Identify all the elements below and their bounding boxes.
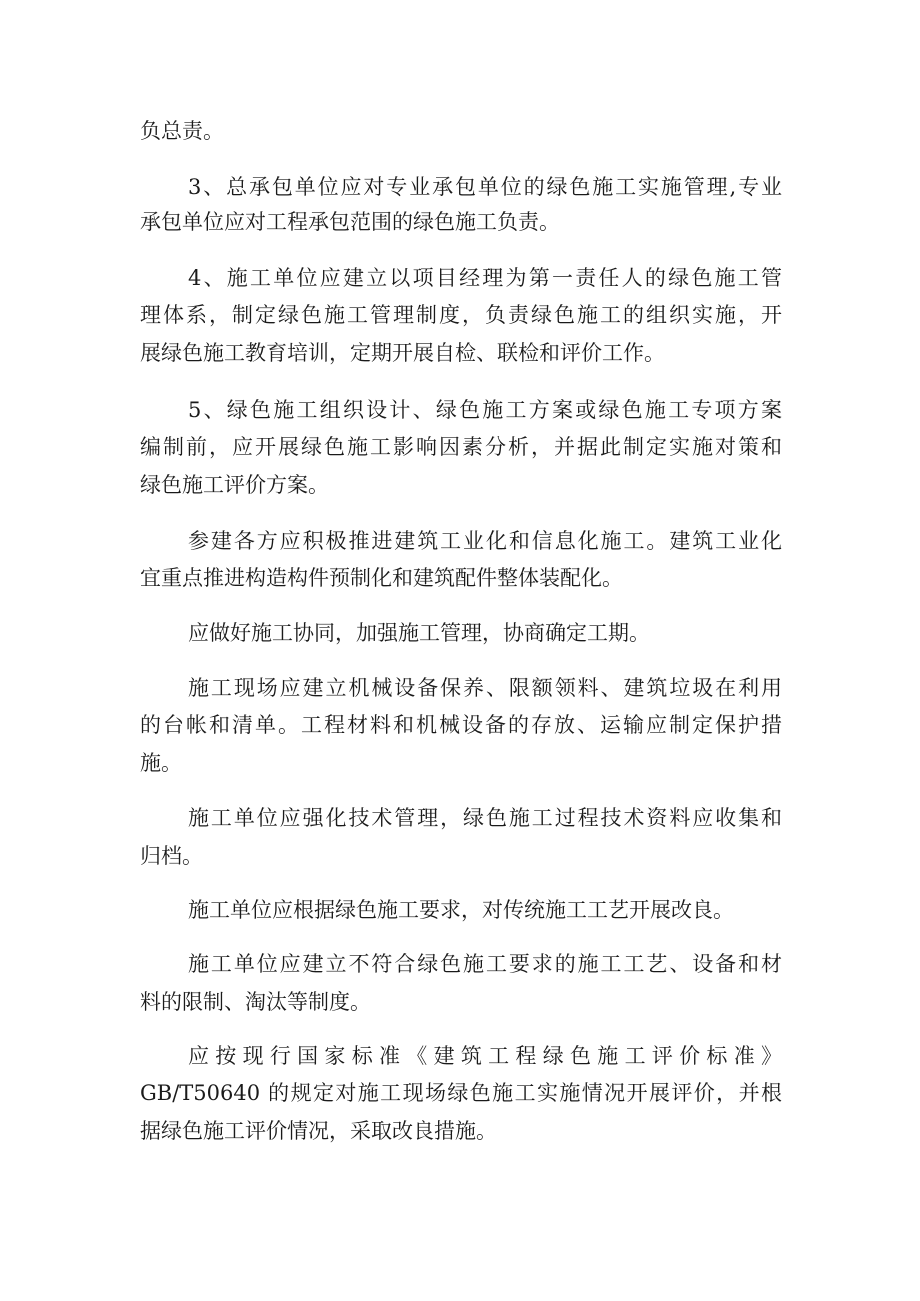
text-line: 的台帐和清单。工程材料和机械设备的存放、运输应制定保护措 [140,713,782,737]
text-line: 5、绿色施工组织设计、绿色施工方案或绿色施工专项方案 [188,398,782,422]
text-line: 归档。 [140,844,203,868]
text-line: 承包单位应对工程承包范围的绿色施工负责。 [140,210,560,234]
text-line: 理体系，制定绿色施工管理制度，负责绿色施工的组织实施，开 [140,303,782,327]
text-line: 绿色施工评价方案。 [140,473,329,497]
text-line: 宜重点推进构造构件预制化和建筑配件整体装配化。 [140,566,623,590]
text-line: GB/T50640 的规定对施工现场绿色施工实施情况开展评价，并根 [140,1081,782,1105]
text-line: 负总责。 [140,119,224,143]
text-line: 施工单位应强化技术管理，绿色施工过程技术资料应收集和 [188,806,782,830]
text-line: 施工单位应建立不符合绿色施工要求的施工工艺、设备和材 [188,952,782,976]
text-line: 应做好施工协同，加强施工管理，协商确定工期。 [188,621,650,645]
text-line: 施工现场应建立机械设备保养、限额领料、建筑垃圾在利用 [188,676,782,700]
text-line: 应按现行国家标准《建筑工程绿色施工评价标准》 [188,1044,782,1068]
text-line: 施工单位应根据绿色施工要求，对传统施工工艺开展改良。 [188,898,734,922]
text-line: 料的限制、淘汰等制度。 [140,990,371,1014]
text-line: 展绿色施工教育培训，定期开展自检、联检和评价工作。 [140,341,665,365]
text-line: 编制前，应开展绿色施工影响因素分析，并据此制定实施对策和 [140,435,782,459]
text-line: 施。 [140,751,182,775]
text-line: 4、施工单位应建立以项目经理为第一责任人的绿色施工管 [188,266,782,290]
text-line: 参建各方应积极推进建筑工业化和信息化施工。建筑工业化 [188,529,782,553]
text-line: 3、总承包单位应对专业承包单位的绿色施工实施管理,专业 [188,175,782,199]
text-line: 据绿色施工评价情况，采取改良措施。 [140,1119,497,1143]
